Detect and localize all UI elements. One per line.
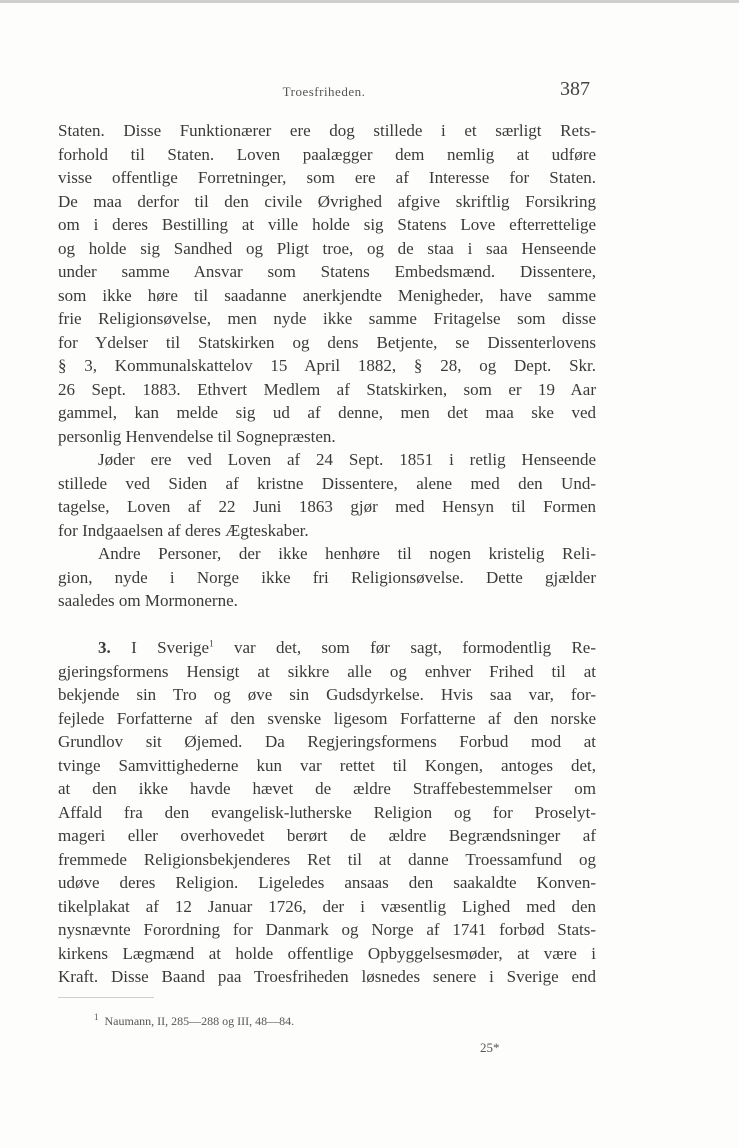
scan-edge [0,0,739,3]
section-first-line-rest: var det, som før sagt, formodentlig Re- [233,638,596,657]
text-line: for Indgaaelsen af deres Ægteskaber. [58,520,309,540]
text-line: Andre Personer, der ikke henhøre til nogen kristelig Reli- [98,544,596,563]
text-line: nysnævnte Forordning for Danmark og Norge af 1741 forbød Stats- [58,920,596,939]
text-line: som ikke høre til saadanne anerkjendte Menigheder, have samme [58,285,596,305]
text-line: stillede ved Siden af kristne Dissentere, alene med den Und- [58,473,596,493]
text-line: Staten. Disse Funktionærer ere dog stillede i et særligt Rets- [58,121,596,140]
page-number: 387 [560,78,590,100]
printer-signature-mark: 25* [480,1040,500,1055]
text-line: for Ydelser til Statskirken og dens Betjente, se Dissenterlovens [58,332,596,352]
footnote-text: Naumann, II, 285—288 og III, 48—84. [104,1014,295,1028]
text-line: fejlede Forfatterne af den svenske ligesom Forfatterne af den norske [58,708,596,728]
text-line: Kraft. Disse Baand paa Troesfriheden løsnedes senere i Sverige end [58,967,596,986]
text-line: frie Religionsøvelse, men nyde ikke samme Fritagelse som disse [58,309,596,328]
text-line: Jøder ere ved Loven af 24 Sept. 1851 i retlig Henseende [98,450,596,469]
running-title: Troesfriheden. [282,84,366,99]
text-line: personlig Henvendelse til Sognepræsten. [58,426,336,446]
text-line: 26 Sept. 1883. Ethvert Medlem af Statskirken, som er 19 Aar [58,379,596,399]
body-text [58,119,596,989]
footnote [94,1014,294,1029]
text-line: om i deres Bestilling at ville holde sig Statens Love efterrettelige [58,215,596,234]
text-line: at den ikke havde hævet de ældre Straffebestemmelser om [58,779,596,798]
text-line: visse offentlige Forretninger, som ere af Interesse for Staten. [58,168,596,187]
text-line: kirkens Lægmænd at holde offentlige Opbyggelsesmøder, at være i [58,943,596,963]
footnote-marker: 1 [94,1012,99,1022]
section-first-line [58,636,596,660]
text-line: Affald fra den evangelisk-lutherske Religion og for Proselyt- [58,802,596,822]
text-line: mageri eller overhovedet berørt de ældre Begrændsninger af [58,826,596,845]
section-number: 3. [98,638,111,657]
text-line: tagelse, Loven af 22 Juni 1863 gjør med Hensyn til Formen [58,497,596,516]
text-line: tvinge Samvittighederne kun var rettet til Kongen, antoges det, [58,755,596,775]
footnote-divider [58,997,154,998]
text-line: bekjende sin Tro og øve sin Gudsdyrkelse. Hvis saa var, for- [58,685,596,704]
text-line: gion, nyde i Norge ikke fri Religionsøvelse. Dette gjælder [58,567,596,587]
text-line: fremmede Religionsbekjenderes Ret til at danne Troessamfund og [58,849,596,869]
text-line: saaledes om Mormonerne. [58,591,238,610]
text-line: tikelplakat af 12 Januar 1726, der i væsentlig Lighed med den [58,896,596,916]
text-line: udøve deres Religion. Ligeledes ansaas den saakaldte Konven- [58,873,596,892]
footnote-reference: 1 [209,638,214,649]
text-line: gjeringsformens Hensigt at sikkre alle og enhver Frihed til at [58,661,596,681]
text-line: § 3, Kommunalskattelov 15 April 1882, § 28, og Dept. Skr. [58,356,596,375]
text-line: De maa derfor til den civile Øvrighed afgive skriftlig Forsikring [58,191,596,211]
text-line: gammel, kan melde sig ud af denne, men det maa ske ved [58,403,596,422]
text-line: og holde sig Sandhed og Pligt troe, og de staa i saa Henseende [58,238,596,258]
text-line: Grundlov sit Øjemed. Da Regjeringsformens Forbud mod at [58,732,596,751]
text-line: under samme Ansvar som Statens Embedsmænd. Dissentere, [58,262,596,281]
text-line: forhold til Staten. Loven paalægger dem nemlig at udføre [58,144,596,164]
section-heading-text: I Sverige [131,638,210,657]
section-gap [58,613,596,637]
